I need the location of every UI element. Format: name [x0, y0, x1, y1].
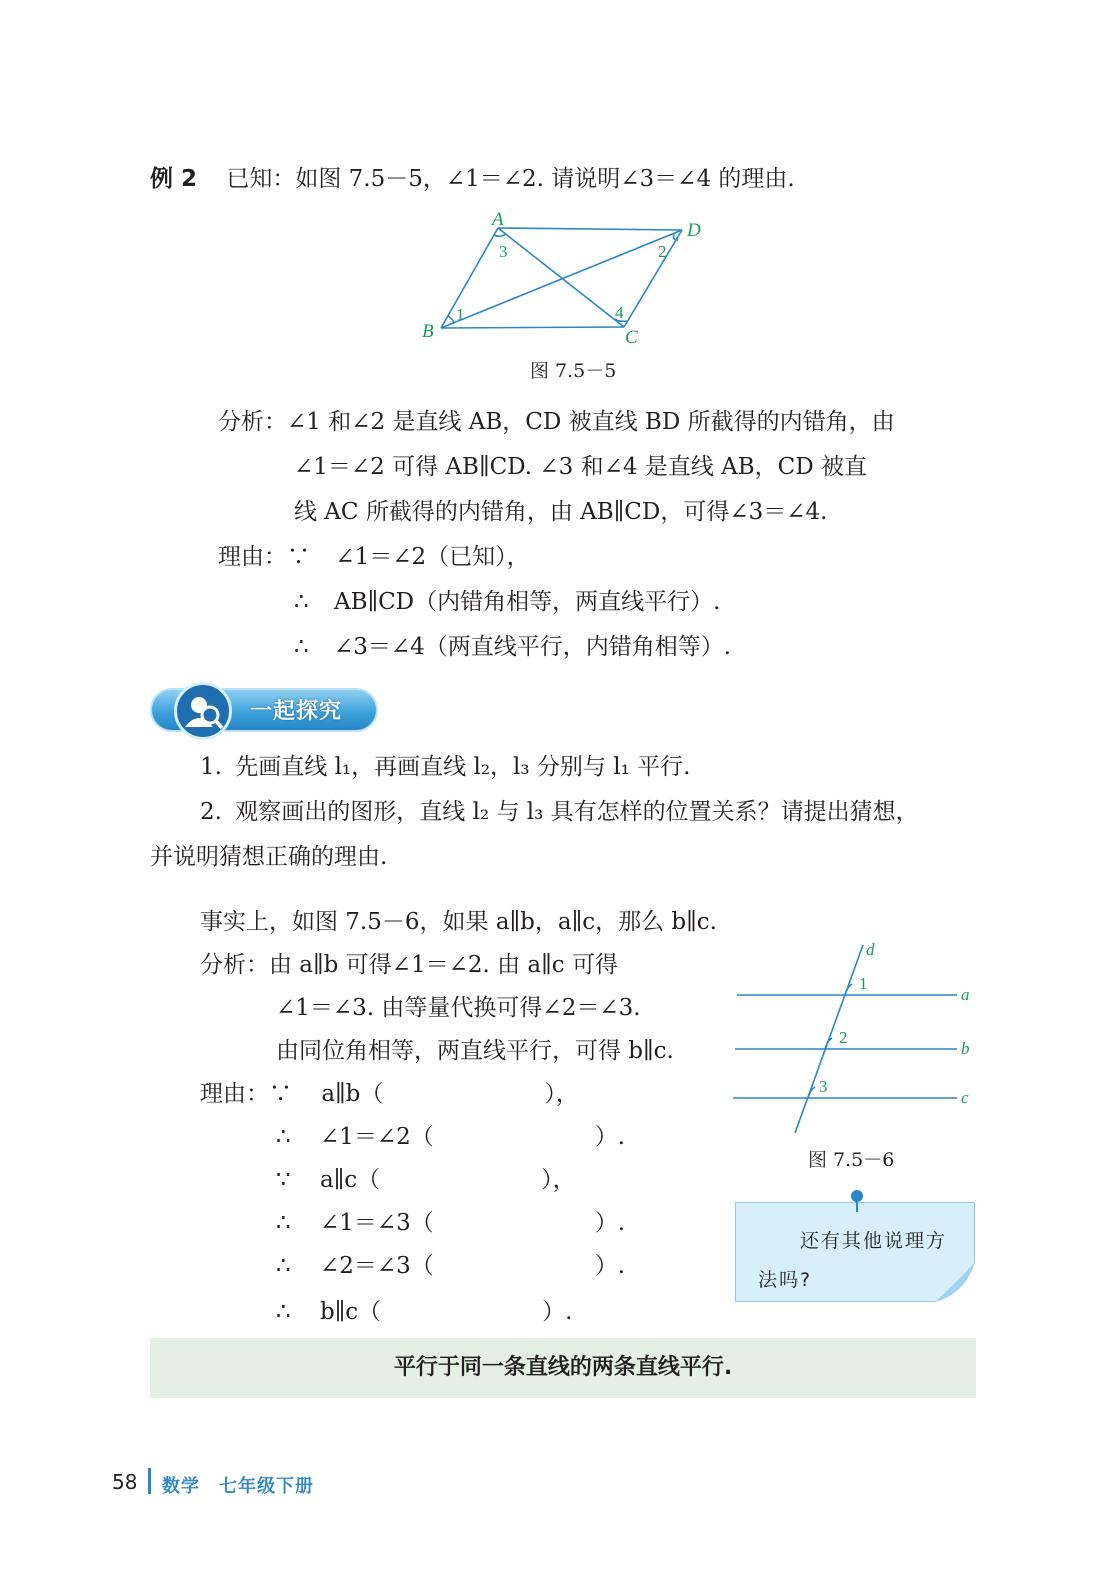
segment-ad: [498, 228, 682, 230]
fact-reason-row1: [200, 1077, 579, 1111]
figure-caption-7-5-5: 图 7.5－5: [530, 360, 617, 382]
label-angle-1: 1: [456, 305, 465, 324]
because-symbol: ∵: [276, 1167, 291, 1193]
q2-number: 2.: [200, 799, 222, 825]
fact-intro: 事实上，如图 7.5－6，如果 a∥b，a∥c，那么 b∥c.: [200, 909, 717, 935]
page-number: 58: [112, 1470, 138, 1494]
reason1-step2: AB∥CD（内错角相等，两直线平行）.: [333, 589, 721, 615]
therefore-symbol: ∴: [294, 589, 309, 615]
fact-reason-row2: [276, 1120, 625, 1154]
diagonal-bd: [441, 230, 682, 328]
explore-q2: [200, 795, 919, 829]
because-symbol: ∵: [287, 544, 310, 570]
therefore-symbol: ∴: [276, 1124, 291, 1150]
magnifier-person-icon: [174, 682, 232, 740]
diagonal-ac: [498, 228, 624, 327]
fact-reason-3: a∥c（ ），: [319, 1167, 576, 1193]
fact-reason-row4: [276, 1206, 625, 1240]
conclusion-box: 平行于同一条直线的两条直线平行.: [150, 1338, 976, 1398]
q2-line1: 观察画出的图形，直线 l₂ 与 l₃ 具有怎样的位置关系？请提出猜想，: [235, 799, 919, 825]
figure-caption-7-5-6: 图 7.5－6: [808, 1149, 895, 1171]
therefore-symbol: ∴: [294, 634, 309, 660]
label-angle-4: 4: [615, 303, 624, 322]
line-d: [795, 945, 863, 1133]
fact-reason-row3: [276, 1163, 576, 1197]
analysis1-line3: 线 AC 所截得的内错角，由 AB∥CD，可得∠3＝∠4.: [294, 499, 828, 525]
label-c: C: [625, 327, 638, 348]
label-b: B: [422, 321, 434, 342]
therefore-symbol: ∴: [276, 1253, 291, 1279]
label-angle-2: 2: [658, 242, 667, 261]
label-c: c: [961, 1088, 969, 1107]
angle-3-arc: [494, 234, 506, 236]
example-statement-row: [150, 162, 795, 196]
q1-text: 先画直线 l₁，再画直线 l₂，l₃ 分别与 l₁ 平行.: [235, 754, 691, 780]
reason1-step1: ∠1＝∠2（已知），: [335, 544, 530, 570]
fact-analysis-row1: [200, 948, 618, 982]
book-title: 数学 七年级下册: [162, 1476, 314, 1497]
fact-reason-1: a∥b（ ），: [321, 1081, 579, 1107]
label-a: a: [961, 985, 970, 1004]
q1-number: 1.: [200, 754, 222, 780]
example-statement: 已知：如图 7.5－5，∠1＝∠2. 请说明∠3＝∠4 的理由.: [226, 166, 795, 192]
segment-dc: [624, 230, 682, 327]
reason1-row1: [218, 540, 530, 574]
fact-reason-6: b∥c（ ）.: [319, 1299, 573, 1325]
page-curl-icon: [935, 1262, 975, 1302]
label-d: D: [687, 220, 701, 241]
reason1-label: 理由：: [218, 544, 287, 570]
q2-line2: 并说明猜想正确的理由.: [150, 844, 388, 870]
fact-analysis-label: 分析：: [200, 952, 269, 978]
example-label: 例 2: [150, 166, 198, 192]
reason1-row2: [294, 585, 720, 619]
reason1-row3: [294, 630, 731, 664]
pushpin-icon: [846, 1188, 868, 1214]
therefore-symbol: ∴: [276, 1299, 291, 1325]
reason1-step3: ∠3＝∠4（两直线平行，内错角相等）.: [333, 634, 732, 660]
fact-reason-row6: [276, 1295, 573, 1329]
explore-q1: [200, 750, 690, 784]
fact-reason-5: ∠2＝∠3（ ）.: [319, 1253, 626, 1279]
note-line1: 还有其他说理方: [800, 1230, 948, 1252]
segment-ab: [441, 228, 498, 328]
parallelogram-figure: [410, 205, 730, 355]
label-d: d: [866, 940, 875, 959]
analysis1-label: 分析：: [218, 409, 287, 435]
therefore-symbol: ∴: [276, 1210, 291, 1236]
because-symbol: ∵: [269, 1081, 292, 1107]
segment-bc: [441, 327, 624, 328]
label-b: b: [961, 1039, 970, 1058]
fact-analysis-line3: 由同位角相等，两直线平行，可得 b∥c.: [276, 1038, 674, 1064]
analysis1-line1-row: [218, 405, 895, 439]
fact-analysis-line1: 由 a∥b 可得∠1＝∠2. 由 a∥c 可得: [269, 952, 618, 978]
angle-1-arc: [448, 316, 454, 323]
label-angle-2: 2: [839, 1028, 848, 1047]
note-line2: 法吗?: [758, 1269, 813, 1291]
fact-analysis-line2: ∠1＝∠3. 由等量代换可得∠2＝∠3.: [276, 995, 641, 1021]
fact-reason-4: ∠1＝∠3（ ）.: [319, 1210, 626, 1236]
explore-title: 一起探究: [250, 699, 343, 724]
label-angle-1: 1: [859, 974, 868, 993]
label-angle-3: 3: [499, 242, 508, 261]
fact-reason-2: ∠1＝∠2（ ）.: [319, 1124, 626, 1150]
analysis1-line1: ∠1 和∠2 是直线 AB，CD 被直线 BD 所截得的内错角，由: [287, 409, 895, 435]
analysis1-line2: ∠1＝∠2 可得 AB∥CD. ∠3 和∠4 是直线 AB，CD 被直: [294, 454, 868, 480]
fact-reason-label: 理由：: [200, 1081, 269, 1107]
label-angle-3: 3: [819, 1077, 828, 1096]
footer-divider: [148, 1468, 151, 1494]
fact-reason-row5: [276, 1249, 625, 1283]
parallel-lines-figure: [725, 935, 985, 1140]
label-a: A: [492, 209, 504, 230]
